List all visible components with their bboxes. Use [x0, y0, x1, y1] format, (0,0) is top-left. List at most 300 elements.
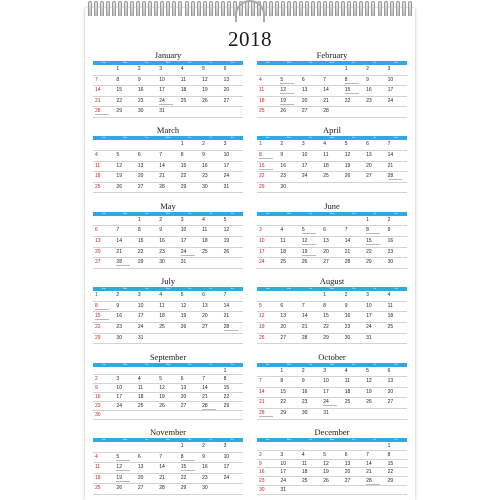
wire-coil: [335, 1, 339, 16]
day-cell: 7: [223, 292, 227, 299]
day-cell: [179, 367, 200, 375]
day-cell: 9: [344, 302, 348, 309]
day-cell: 15: [93, 312, 114, 322]
wire-coil: [341, 1, 345, 16]
day-cell: 23: [344, 323, 351, 330]
day-cell: 12: [223, 227, 230, 234]
day-cell: 17: [259, 248, 265, 255]
day-cell: 27: [95, 259, 101, 266]
day-cell: 21: [301, 323, 308, 330]
day-cell: 26: [259, 334, 265, 341]
day-cell: 30: [159, 259, 165, 266]
day-cell: [300, 65, 321, 75]
day-cell: 25: [202, 248, 208, 255]
day-cell: 24: [301, 173, 308, 180]
day-cell: 15: [223, 385, 230, 392]
weekday-label: Tue: [144, 363, 149, 366]
day-cell: 23: [137, 97, 144, 104]
day-cell: 17: [137, 313, 144, 320]
day-cell: 10: [280, 460, 286, 467]
day-cell: 23: [301, 399, 308, 406]
weekday-label: Mon: [123, 438, 128, 441]
day-cell: 6: [344, 451, 348, 458]
day-cell: 8: [93, 302, 114, 312]
wire-coil: [118, 1, 122, 16]
month-name: July: [160, 276, 176, 287]
week-row: [257, 486, 407, 495]
day-cell: 4: [202, 216, 205, 223]
week-row: [93, 258, 243, 269]
wire-coil: [317, 1, 321, 16]
day-cell: [300, 216, 321, 226]
day-cell: 6: [387, 367, 391, 374]
day-cell: 1: [280, 367, 284, 374]
day-cell: 29: [259, 183, 265, 190]
day-cell: 30: [387, 259, 394, 266]
day-cell: 23: [202, 474, 208, 481]
day-cell: 9: [202, 453, 205, 460]
day-cell: [157, 140, 178, 150]
day-cell: 5: [202, 66, 205, 72]
wire-coil: [384, 1, 388, 16]
day-cell: [364, 409, 385, 419]
month-block-july: [93, 275, 243, 344]
month-name: December: [314, 426, 350, 437]
day-cell: [222, 334, 243, 344]
day-cell: 25: [280, 259, 286, 266]
week-row: [257, 183, 407, 194]
day-cell: 24: [157, 97, 178, 107]
week-row: [93, 248, 243, 259]
week-row: [93, 367, 243, 376]
wire-coil: [160, 1, 164, 16]
day-cell: 21: [344, 248, 351, 255]
week-row: [93, 484, 243, 495]
day-cell: 11: [344, 378, 350, 385]
month-block-november: [93, 426, 243, 495]
day-cell: 5: [180, 292, 184, 299]
weekday-label: Mon: [287, 62, 292, 64]
day-cell: 7: [323, 76, 327, 83]
day-cell: 18: [280, 248, 286, 255]
day-cell: 2: [116, 292, 120, 299]
day-cell: 6: [137, 151, 141, 158]
day-cell: 17: [223, 162, 230, 169]
weekday-label: Tue: [308, 137, 313, 140]
week-row: [257, 86, 407, 97]
weekday-label: Mon: [287, 288, 292, 291]
day-cell: [136, 367, 157, 375]
weekday-label: Thu: [351, 62, 356, 64]
day-cell: [300, 291, 321, 301]
day-cell: [93, 140, 114, 150]
day-cell: 30: [301, 409, 308, 416]
week-row: [257, 226, 407, 237]
day-cell: 24: [223, 173, 230, 180]
day-cell: 11: [280, 237, 286, 244]
day-cell: 16: [387, 237, 394, 244]
month-name: January: [154, 50, 182, 60]
day-cell: 18: [387, 313, 394, 320]
wire-coil: [94, 1, 98, 16]
week-row: [257, 140, 407, 151]
week-row: [93, 375, 243, 384]
day-cell: 14: [259, 388, 265, 395]
day-cell: 30: [95, 411, 101, 418]
month-block-september: [93, 351, 243, 420]
week-row: [257, 377, 407, 388]
day-cell: 11: [259, 87, 265, 94]
day-cell: 25: [301, 478, 308, 485]
day-cell: 25: [159, 323, 165, 330]
week-row: [93, 411, 243, 420]
weeks-container: [93, 291, 243, 344]
day-cell: 12: [300, 237, 321, 247]
wire-coil: [88, 1, 92, 16]
weeks-container: [93, 65, 243, 118]
months-grid: [93, 49, 407, 495]
wire-coil: [197, 1, 201, 16]
day-cell: [386, 486, 407, 494]
weekday-label: Sun: [101, 363, 106, 366]
day-cell: 2: [301, 367, 305, 374]
day-cell: 9: [259, 460, 262, 467]
day-cell: 21: [116, 248, 122, 255]
wire-coil: [323, 1, 327, 16]
weekday-label: Sun: [265, 137, 270, 140]
day-cell: [300, 442, 321, 450]
day-cell: 19: [344, 162, 351, 169]
weekday-label: Fri: [209, 438, 213, 441]
weekday-label: Wed: [165, 137, 171, 140]
day-cell: 30: [280, 183, 286, 190]
day-cell: 30: [202, 485, 208, 492]
day-cell: 31: [366, 334, 372, 341]
day-cell: 29: [95, 334, 101, 341]
day-cell: [200, 411, 221, 419]
day-cell: [321, 216, 342, 226]
day-cell: [114, 367, 135, 375]
day-cell: 31: [223, 183, 230, 190]
weekday-label: Tue: [308, 438, 313, 441]
day-cell: 12: [366, 378, 372, 385]
week-row: [93, 323, 243, 334]
week-row: [257, 291, 407, 302]
day-cell: 23: [95, 402, 101, 409]
day-cell: 27: [137, 485, 144, 492]
day-cell: 14: [223, 302, 230, 309]
day-cell: 13: [180, 385, 187, 392]
day-cell: 27: [180, 402, 187, 409]
day-cell: 5: [300, 226, 321, 236]
day-cell: 11: [159, 302, 165, 309]
day-cell: [343, 442, 364, 450]
day-cell: [222, 258, 243, 268]
week-row: [257, 65, 407, 76]
weekday-label: Sun: [265, 363, 270, 366]
day-cell: 1: [116, 66, 120, 72]
weekday-label: Thu: [351, 438, 356, 441]
wire-coil: [269, 1, 273, 16]
day-cell: 29: [137, 259, 144, 266]
day-cell: 29: [366, 259, 372, 266]
weekday-label: Wed: [329, 288, 335, 291]
day-cell: [278, 442, 299, 450]
day-cell: 13: [366, 151, 372, 158]
weekday-label: Sat: [394, 62, 398, 64]
day-cell: [114, 140, 135, 150]
day-cell: [364, 107, 385, 117]
day-cell: [321, 183, 342, 193]
wire-coil: [172, 1, 176, 16]
week-row: [93, 183, 243, 194]
day-cell: 29: [180, 485, 187, 492]
day-cell: 10: [116, 385, 122, 392]
day-cell: 11: [202, 227, 208, 234]
month-name: April: [323, 125, 341, 136]
day-cell: [200, 334, 221, 344]
day-cell: 14: [366, 460, 372, 467]
day-cell: 1: [323, 292, 327, 299]
weeks-container: [257, 442, 407, 495]
day-cell: 3: [323, 367, 327, 374]
week-row: [93, 442, 243, 453]
week-row: [93, 237, 243, 248]
weekday-label: Tue: [144, 137, 149, 140]
day-cell: 8: [323, 302, 327, 309]
day-cell: 22: [387, 469, 394, 476]
day-cell: 26: [301, 259, 308, 266]
day-cell: 13: [137, 162, 144, 169]
wire-coil: [359, 1, 363, 16]
day-cell: 16: [301, 388, 308, 395]
day-cell: 12: [278, 86, 299, 96]
day-cell: 11: [323, 151, 329, 158]
wire-coil: [353, 1, 357, 16]
day-cell: 11: [95, 464, 101, 471]
day-cell: 26: [280, 108, 286, 115]
wire-coil: [347, 1, 351, 16]
day-cell: 1: [259, 141, 262, 148]
day-cell: 1: [180, 442, 184, 449]
day-cell: 20: [366, 162, 372, 169]
day-cell: 23: [259, 478, 265, 485]
day-cell: 26: [202, 97, 208, 104]
weeks-container: [93, 216, 243, 269]
day-cell: 9: [137, 76, 141, 83]
day-cell: 13: [223, 76, 230, 83]
weekday-label: Sat: [394, 137, 398, 140]
weekday-label: Tue: [144, 438, 149, 441]
day-cell: 17: [280, 469, 286, 476]
day-cell: 3: [366, 292, 369, 299]
day-cell: 28: [114, 258, 135, 268]
day-cell: 16: [137, 87, 144, 94]
day-cell: 22: [280, 399, 286, 406]
day-cell: 24: [259, 259, 265, 266]
day-cell: 5: [278, 76, 299, 86]
day-cell: 17: [159, 87, 165, 94]
wire-coil: [203, 1, 207, 16]
day-cell: [222, 107, 243, 117]
wire-coil: [365, 1, 369, 16]
weekday-label: Mon: [287, 212, 292, 215]
month-block-april: [257, 124, 407, 193]
weekday-label: Sun: [265, 212, 270, 215]
day-cell: 7: [344, 227, 348, 234]
day-cell: 1: [387, 442, 391, 449]
day-cell: [136, 442, 157, 452]
week-row: [93, 86, 243, 97]
day-cell: [200, 107, 221, 117]
day-cell: 8: [257, 151, 278, 161]
day-cell: 25: [95, 183, 101, 190]
day-cell: 23: [159, 248, 165, 255]
day-cell: 23: [116, 323, 122, 330]
day-cell: [93, 367, 114, 375]
day-cell: 22: [180, 474, 187, 481]
day-cell: 5: [114, 453, 135, 463]
day-cell: 17: [180, 237, 187, 244]
wire-coil: [287, 1, 291, 16]
week-row: [93, 172, 243, 183]
day-cell: 22: [344, 97, 351, 104]
weekday-label: Sat: [394, 212, 398, 215]
wire-coil: [281, 1, 285, 16]
day-cell: 10: [366, 302, 372, 309]
day-cell: 7: [116, 227, 120, 234]
day-cell: 3: [137, 292, 141, 299]
day-cell: 5: [223, 216, 227, 223]
wire-coil: [191, 1, 195, 16]
day-cell: 30: [202, 183, 208, 190]
week-row: [257, 442, 407, 451]
weekday-label: Wed: [329, 212, 335, 215]
week-row: [257, 334, 407, 345]
day-cell: 2: [344, 292, 348, 299]
wire-coil: [311, 1, 315, 16]
day-cell: 20: [344, 469, 351, 476]
day-cell: 25: [387, 323, 394, 330]
day-cell: 30: [344, 334, 351, 341]
weekday-label: Fri: [373, 212, 377, 215]
week-row: [93, 151, 243, 162]
day-cell: 23: [280, 173, 286, 180]
day-cell: 8: [387, 451, 391, 458]
week-row: [93, 65, 243, 76]
weekday-label: Thu: [187, 62, 192, 64]
weekday-label: Sat: [394, 363, 398, 366]
month-block-march: [93, 124, 243, 193]
weekday-label: Sun: [101, 438, 106, 441]
day-cell: 27: [387, 399, 394, 406]
day-cell: 8: [280, 378, 284, 385]
week-row: [257, 302, 407, 313]
day-cell: 19: [259, 323, 265, 330]
day-cell: 21: [202, 394, 208, 401]
weekday-label: Fri: [209, 288, 213, 291]
day-cell: 30: [116, 334, 122, 341]
day-cell: 10: [223, 453, 230, 460]
day-cell: 24: [321, 398, 342, 408]
day-cell: 4: [344, 367, 348, 374]
day-cell: 29: [116, 108, 122, 115]
day-cell: 10: [223, 151, 230, 158]
weekday-label: Sat: [230, 363, 234, 366]
day-cell: 18: [95, 474, 101, 481]
weekday-label: Mon: [287, 363, 292, 366]
day-cell: 5: [366, 367, 369, 374]
day-cell: 14: [116, 237, 122, 244]
day-cell: 6: [202, 292, 205, 299]
day-cell: 27: [366, 173, 372, 180]
day-cell: 18: [180, 87, 187, 94]
day-cell: 31: [323, 409, 329, 416]
day-cell: [157, 367, 178, 375]
day-cell: [300, 183, 321, 193]
day-cell: 4: [259, 76, 262, 83]
day-cell: 18: [259, 97, 265, 104]
month-name: November: [150, 426, 186, 437]
day-cell: 25: [95, 485, 101, 492]
day-cell: [343, 216, 364, 226]
weekday-label: Sat: [230, 62, 234, 64]
day-cell: 6: [95, 227, 98, 234]
day-cell: 22: [223, 394, 230, 401]
day-cell: 21: [223, 313, 230, 320]
day-cell: 9: [202, 151, 205, 158]
day-cell: 15: [387, 460, 394, 467]
month-name: October: [318, 351, 346, 362]
day-cell: 8: [137, 227, 141, 234]
day-cell: [343, 183, 364, 193]
weekday-label: Mon: [123, 62, 128, 64]
week-row: [257, 312, 407, 323]
wire-coil: [329, 1, 333, 16]
week-row: [257, 237, 407, 248]
week-row: [257, 468, 407, 477]
weekday-label: Tue: [144, 62, 149, 64]
day-cell: 18: [344, 388, 351, 395]
weekday-label: Thu: [351, 288, 356, 291]
weekday-label: Tue: [144, 288, 149, 291]
wire-coil: [299, 1, 303, 16]
day-cell: 18: [323, 162, 329, 169]
wire-coil: [215, 1, 219, 16]
day-cell: 19: [180, 313, 187, 320]
day-cell: 15: [343, 86, 364, 96]
day-cell: 12: [116, 162, 122, 169]
day-cell: 15: [137, 237, 144, 244]
day-cell: 26: [366, 399, 372, 406]
day-cell: [364, 442, 385, 450]
weekday-label: Sun: [265, 62, 270, 64]
weekday-label: Tue: [144, 212, 149, 215]
day-cell: 12: [180, 302, 187, 309]
weekday-label: Wed: [165, 288, 171, 291]
day-cell: 21: [95, 97, 101, 104]
day-cell: 17: [223, 464, 230, 471]
weekday-label: Thu: [351, 212, 356, 215]
day-cell: [386, 183, 407, 193]
day-cell: 8: [179, 453, 200, 463]
day-cell: [114, 216, 135, 226]
day-cell: 31: [280, 487, 286, 494]
day-cell: 17: [323, 388, 329, 395]
weekday-label: Sun: [265, 438, 270, 441]
weekday-label: Fri: [373, 62, 377, 64]
day-cell: 3: [280, 451, 284, 458]
